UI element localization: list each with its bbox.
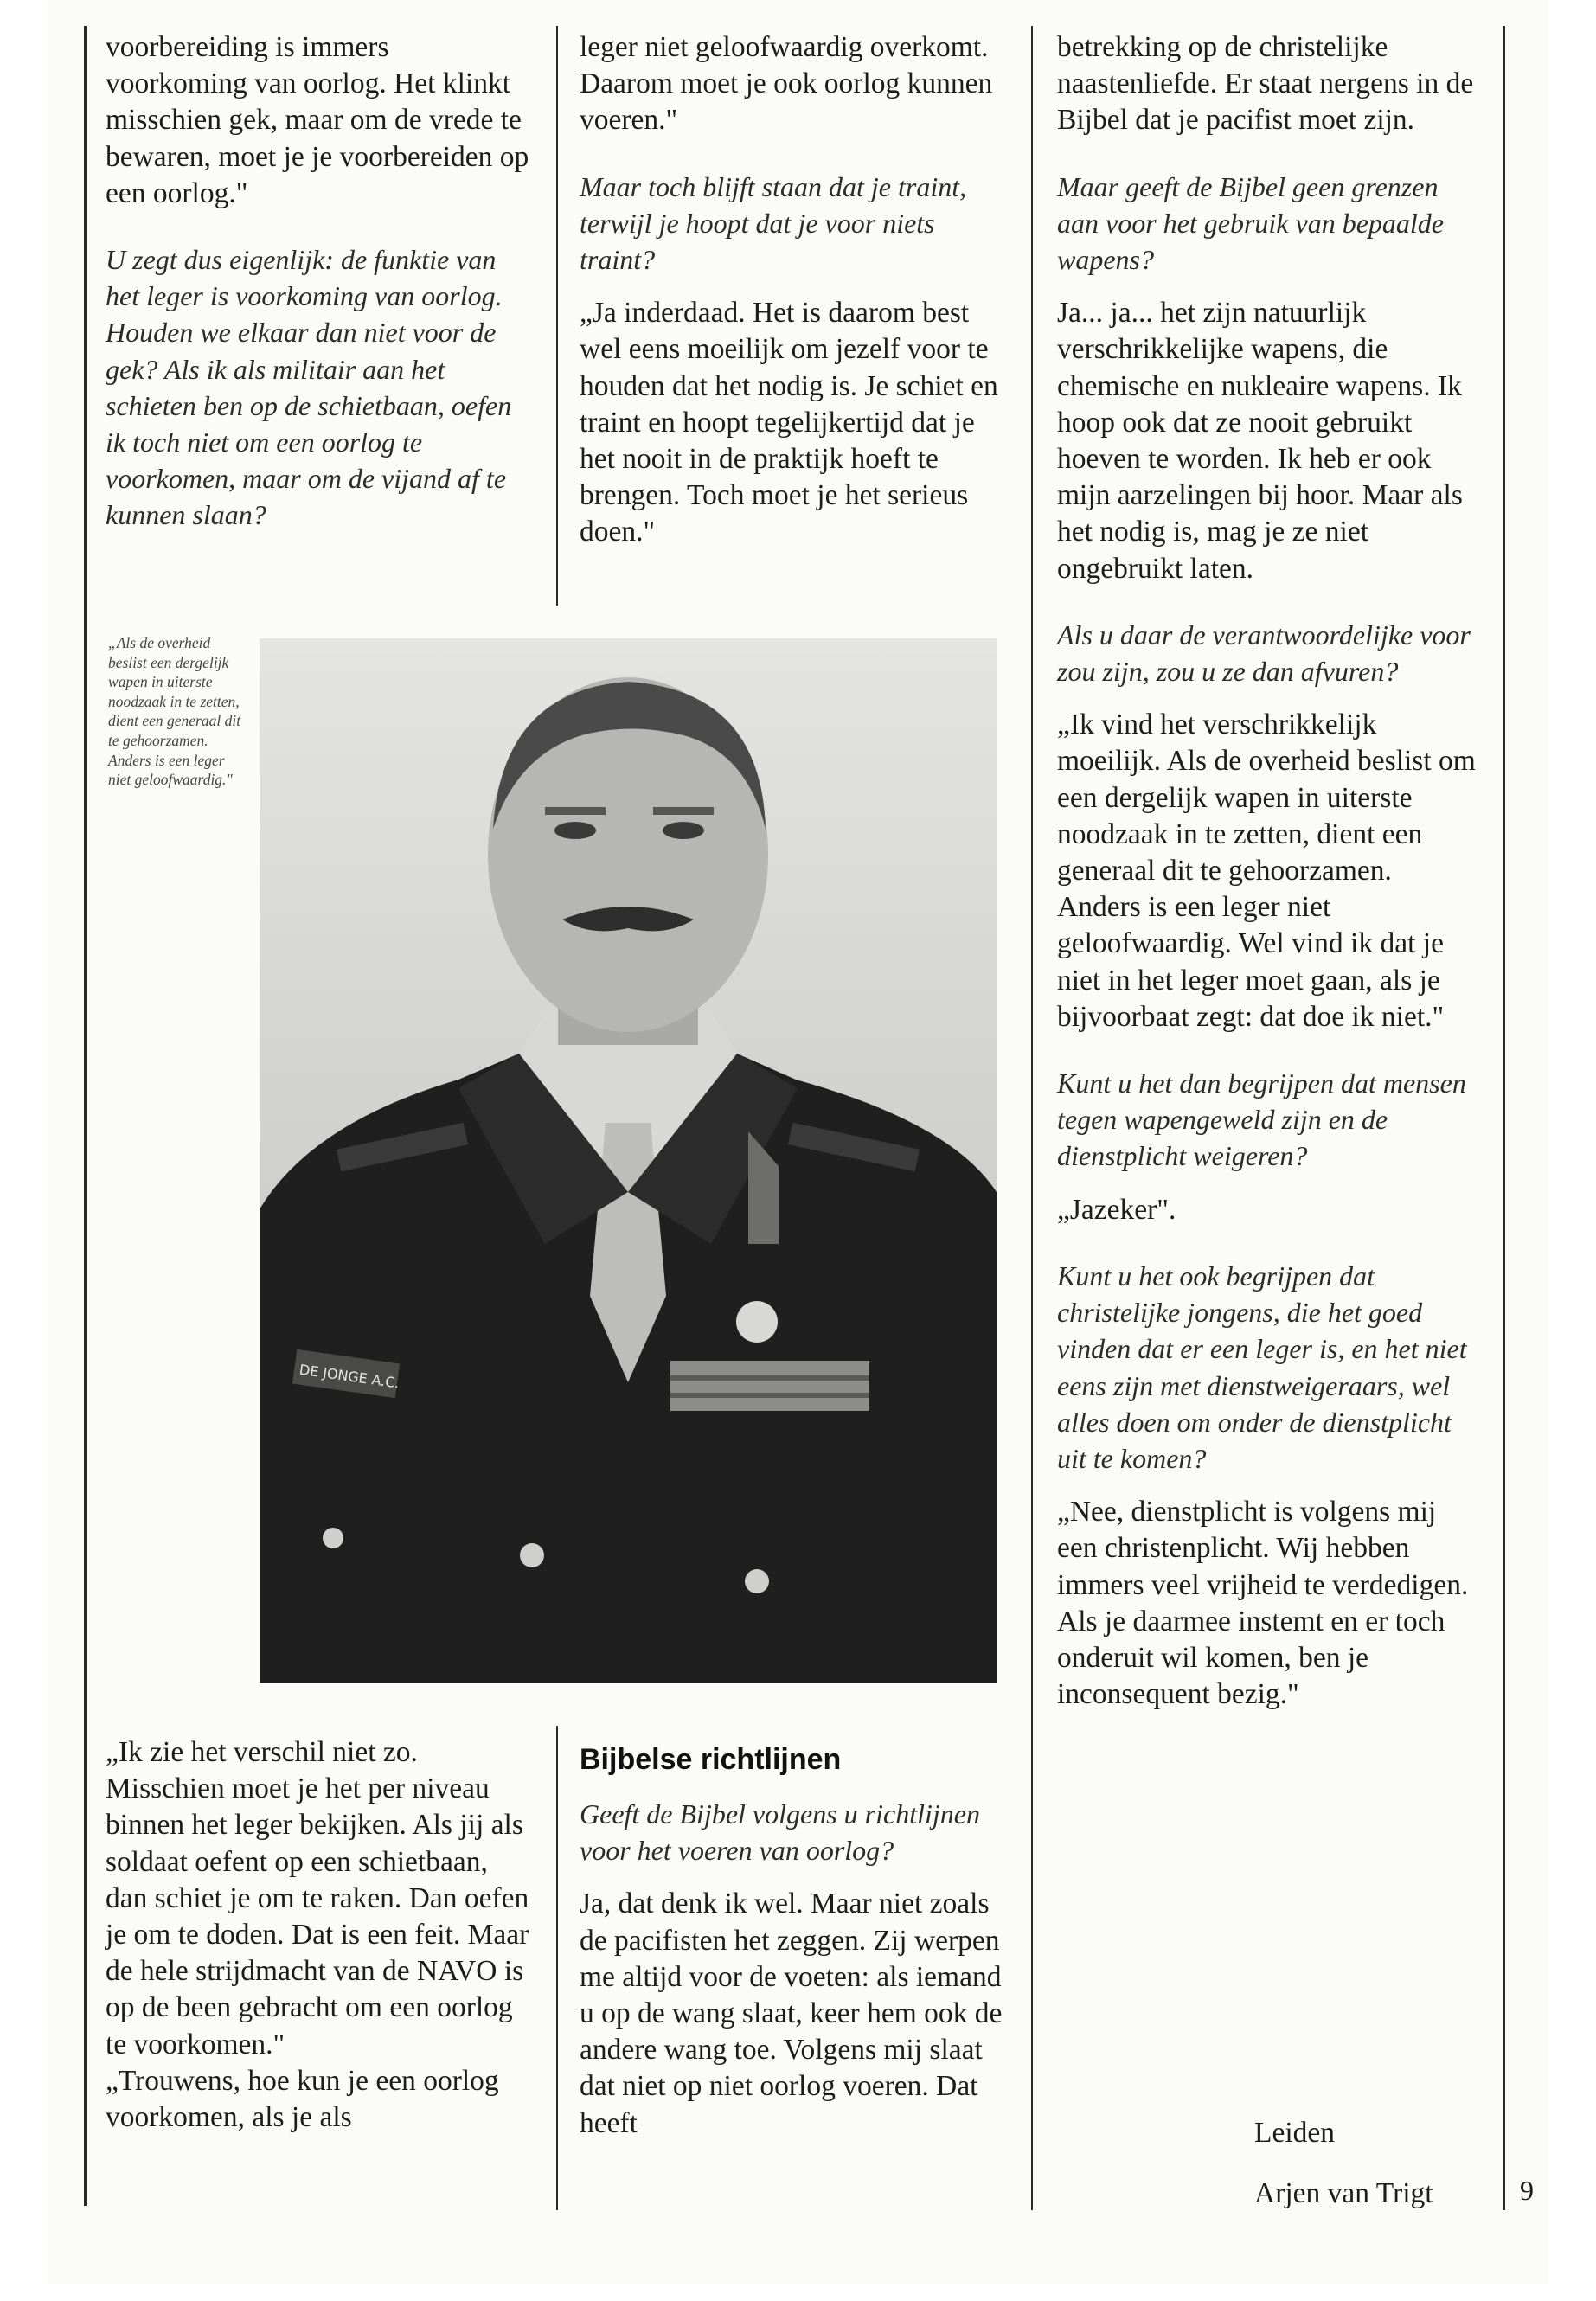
interview-question: U zegt dus eigenlijk: de funktie van het leger is voorkoming van oorlog. Houden we elkaar dan niet voor de gek? Als ik als militair aan het schieten ben op de schietbaan, oefen ik toch niet om een oorlog te voorkomen, maar om de vijand af te kunnen slaan? (106, 244, 512, 531)
pull-quote: „Als de overheid beslist een dergelijk wapen in uiterste noodzaak in te zetten, dient een generaal dit te gehoorzamen. Anders is een leger niet geloofwaardig." (108, 634, 241, 789)
column-rule-middle-bottom (556, 1726, 558, 2210)
body-paragraph: „Ik vind het verschrikkelijk moeilijk. Als de overheid beslist om een dergelijk wapen in uiterste noodzaak in te zetten, dient een generaal dit te gehoorzamen. Anders is een leger niet geloofwaardig. Wel vind ik dat je niet in het leger moet gaan, als je bijvoorbaat zegt: dat doe ik niet." (1057, 708, 1476, 1033)
general-portrait-photo (260, 638, 997, 1683)
medal (736, 1301, 778, 1343)
body-paragraph: „Ik zie het verschil niet zo. Misschien moet je het per niveau binnen het leger bekijken. Als jij als soldaat oefent op een schietbaan, dan schiet je om te raken. Dan oefen je om te doden. Dat is een feit. Maar de hele strijdmacht van de NAVO is op de been gebracht om een oorlog te voorkomen." (106, 1736, 529, 2061)
body-paragraph: „Trouwens, hoe kun je een oorlog voorkomen, als je als (106, 2064, 499, 2134)
interview-question: Kunt u het ook begrijpen dat christelijke jongens, die het goed vinden dat er een leger is, en het niet eens zijn met dienstweigeraars, wel alles doen om onder de dienstplicht uit te komen? (1057, 1259, 1467, 1474)
column-rule-right (1031, 26, 1033, 2210)
body-paragraph: „Jazeker". (1057, 1193, 1176, 1226)
interview-question: Maar geeft de Bijbel geen grenzen aan voor het gebruik van bepaalde wapens? (1057, 170, 1444, 276)
ribbon-bar (670, 1361, 869, 1411)
body-paragraph: voorbereiding is immers voorkoming van oorlog. Het klinkt misschien gek, maar om de vrede te bewaren, moet je je voorbereiden op een oorlog." (106, 31, 529, 209)
body-paragraph: Ja, dat denk ik wel. Maar niet zoals de pacifisten het zeggen. Zij werpen me altijd voor de voeten: als iemand u op de wang slaat, keer hem ook de andere wang toe. Volgens mij slaat dat niet op niet oorlog voeren. Dat heeft (580, 1888, 1003, 2139)
body-paragraph: betrekking op de christelijke naastenliefde. Er staat nergens in de Bijbel dat je pacifist moet zijn. (1057, 31, 1474, 137)
name-tag-text: DE JONGE A.C. (298, 1361, 401, 1392)
column-rule-middle-top (556, 26, 558, 606)
interview-question: Geeft de Bijbel volgens u richtlijnen voor het voeren van oorlog? (580, 1798, 980, 1867)
interview-question: Maar toch blijft staan dat je traint, terwijl je hoopt dat je voor niets traint? (580, 170, 967, 276)
column-rule-left (84, 26, 87, 2206)
jacket-button (520, 1543, 544, 1567)
body-paragraph: leger niet geloofwaardig overkomt. Daarom moet je ook oorlog kunnen voeren." (580, 31, 993, 137)
column-2-top (580, 29, 1003, 551)
page-number: 9 (1520, 2175, 1534, 2206)
column-1-bottom (106, 1734, 529, 2136)
body-paragraph: Ja... ja... het zijn natuurlijk verschrikkelijke wapens, die chemische en nukleaire wapens. Ik hoop ook dat ze nooit gebruikt hoeven te worden. Ik heb er ook mijn aarzelingen bij hoor. Maar als het nodig is, mag je ze niet ongebruikt laten. (1057, 297, 1463, 585)
body-paragraph: „Ja inderdaad. Het is daarom best wel eens moeilijk om jezelf voor te houden dat het nodig is. Je schiet en traint en hoopt tegelijkertijd dat je het nooit in de praktijk hoeft te brengen. Toch moet je het serieus doen." (580, 297, 998, 548)
jacket-button (745, 1569, 769, 1593)
page-edge-rule (1503, 26, 1505, 2210)
signature-place: Leiden (1254, 2117, 1336, 2149)
body-paragraph: „Nee, dienstplicht is volgens mij een christenplicht. Wij hebben immers veel vrijheid te verdedigen. Als je daarmee instemt en er toch onderuit wil komen, ben je inconsequent bezig." (1057, 1496, 1469, 1711)
jacket-button (323, 1528, 343, 1548)
signature-author: Arjen van Trigt (1254, 2177, 1433, 2209)
interview-question: Kunt u het dan begrijpen dat mensen tegen wapengeweld zijn en de dienstplicht weigeren? (1057, 1067, 1466, 1172)
section-heading: Bijbelse richtlijnen (580, 1743, 842, 1776)
column-3 (1057, 29, 1481, 1713)
column-1-top (106, 29, 529, 534)
column-2-bottom (580, 1740, 1003, 2142)
interview-question: Als u daar de verantwoordelijke voor zou zijn, zou u ze dan afvuren? (1057, 619, 1471, 688)
